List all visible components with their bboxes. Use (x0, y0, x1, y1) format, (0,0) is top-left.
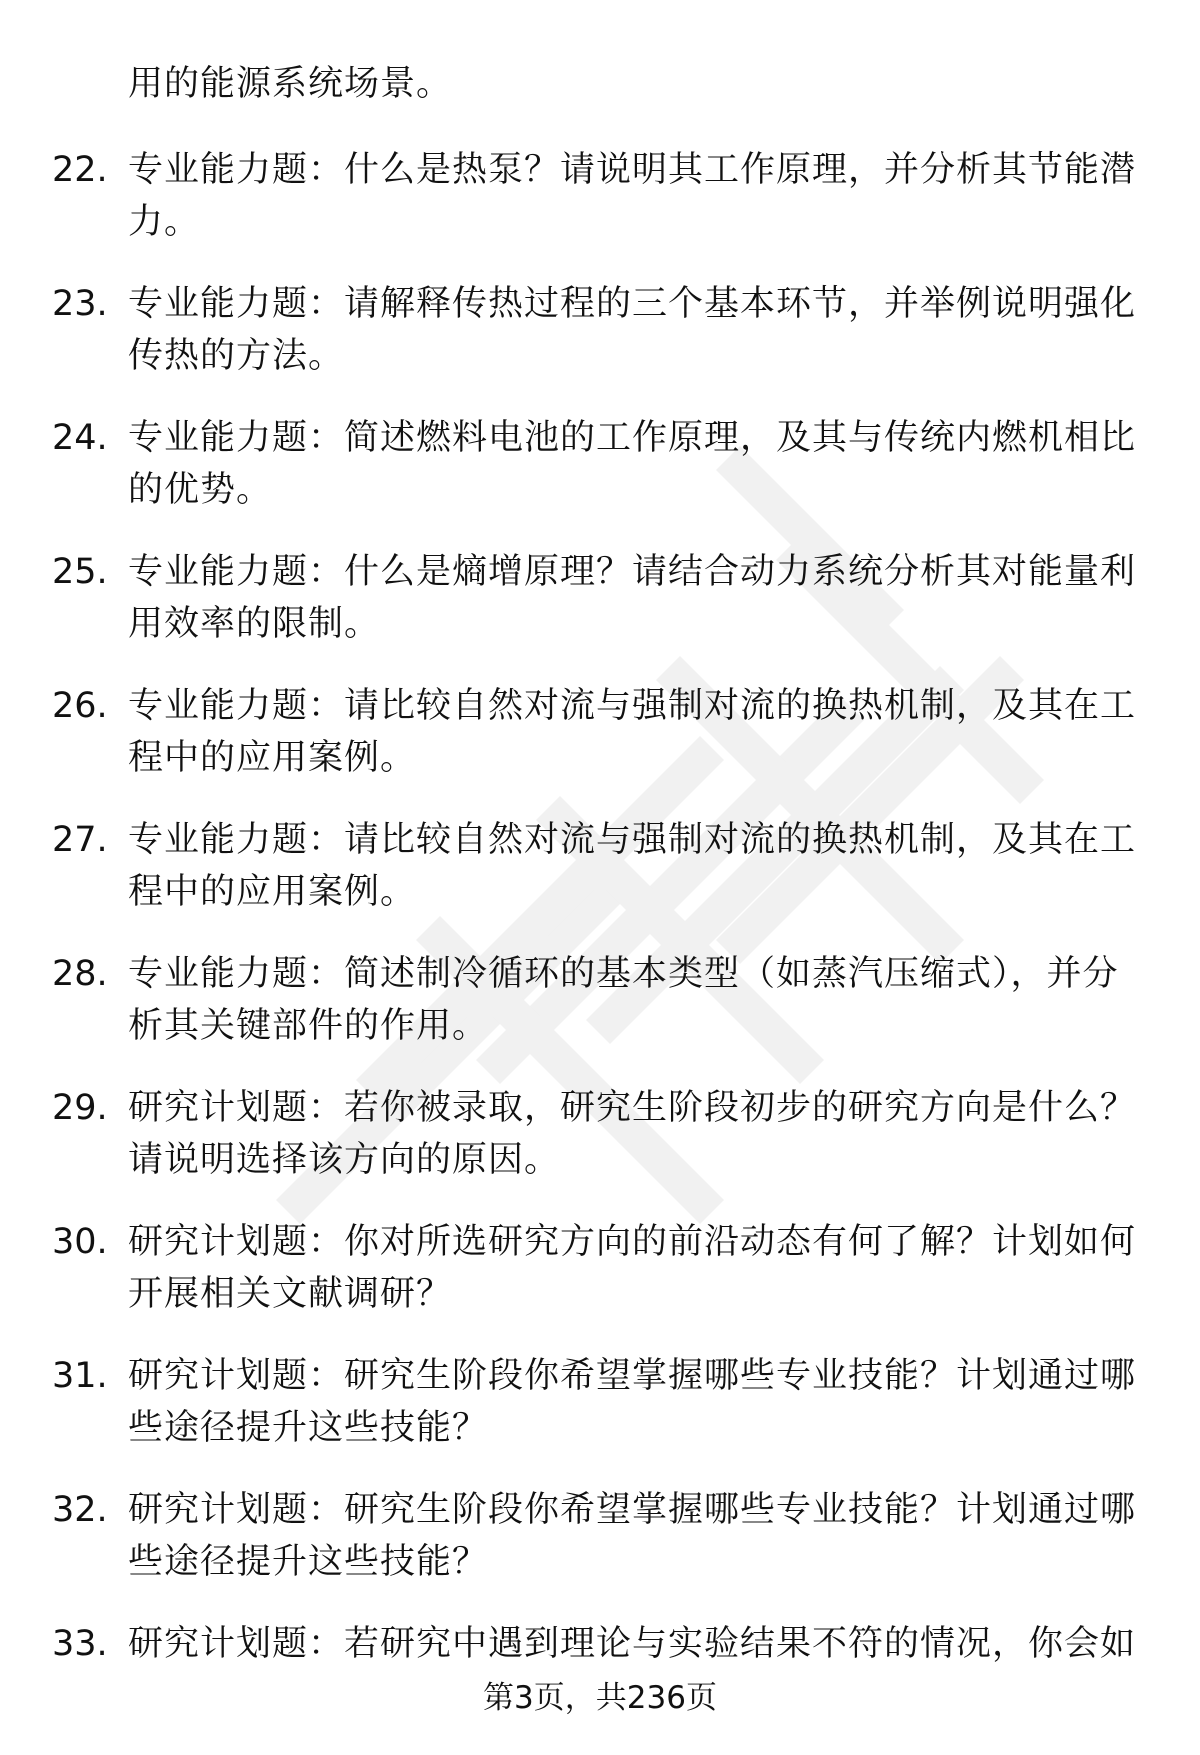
question-number: 27. (52, 820, 108, 860)
question-item (0, 814, 1200, 948)
question-text: 专业能力题：请比较自然对流与强制对流的换热机制，及其在工程中的应用案例。 (128, 820, 1137, 912)
question-text: 专业能力题：什么是熵增原理？请结合动力系统分析其对能量利用效率的限制。 (128, 552, 1137, 644)
continuation-line: 用的能源系统场景。 (128, 64, 453, 104)
question-number: 31. (52, 1356, 108, 1396)
question-text: 研究计划题：你对所选研究方向的前沿动态有何了解？计划如何开展相关文献调研？ (128, 1222, 1137, 1314)
question-text: 专业能力题：什么是热泵？请说明其工作原理，并分析其节能潜力。 (128, 150, 1137, 242)
question-number: 22. (52, 150, 108, 190)
question-number: 30. (52, 1222, 108, 1262)
question-text: 研究计划题：研究生阶段你希望掌握哪些专业技能？计划通过哪些途径提升这些技能？ (128, 1490, 1137, 1582)
question-text: 专业能力题：简述制冷循环的基本类型（如蒸汽压缩式），并分析其关键部件的作用。 (128, 954, 1119, 1046)
question-item (0, 1082, 1200, 1216)
question-number: 25. (52, 552, 108, 592)
question-item (0, 546, 1200, 680)
page-footer: 第3页，共236页 (483, 1680, 717, 1716)
question-list (0, 144, 1200, 1752)
question-number: 32. (52, 1490, 108, 1530)
question-item (0, 278, 1200, 412)
question-text: 专业能力题：请比较自然对流与强制对流的换热机制，及其在工程中的应用案例。 (128, 686, 1137, 778)
question-number: 26. (52, 686, 108, 726)
question-number: 29. (52, 1088, 108, 1128)
question-item (0, 412, 1200, 546)
question-item (0, 1484, 1200, 1618)
question-number: 24. (52, 418, 108, 458)
question-number: 23. (52, 284, 108, 324)
question-text: 研究计划题：研究生阶段你希望掌握哪些专业技能？计划通过哪些途径提升这些技能？ (128, 1356, 1137, 1448)
question-item (0, 680, 1200, 814)
question-number: 28. (52, 954, 108, 994)
question-item (0, 948, 1200, 1082)
question-text: 专业能力题：简述燃料电池的工作原理，及其与传统内燃机相比的优势。 (128, 418, 1137, 510)
question-item (0, 1350, 1200, 1484)
question-text: 研究计划题：若你被录取，研究生阶段初步的研究方向是什么？请说明选择该方向的原因。 (128, 1088, 1137, 1180)
question-text: 研究计划题：若研究中遇到理论与实验结果不符的情况，你会如 (128, 1624, 1137, 1664)
question-item (0, 1216, 1200, 1350)
question-item (0, 144, 1200, 278)
question-number: 33. (52, 1624, 108, 1664)
question-text: 专业能力题：请解释传热过程的三个基本环节，并举例说明强化传热的方法。 (128, 284, 1137, 376)
